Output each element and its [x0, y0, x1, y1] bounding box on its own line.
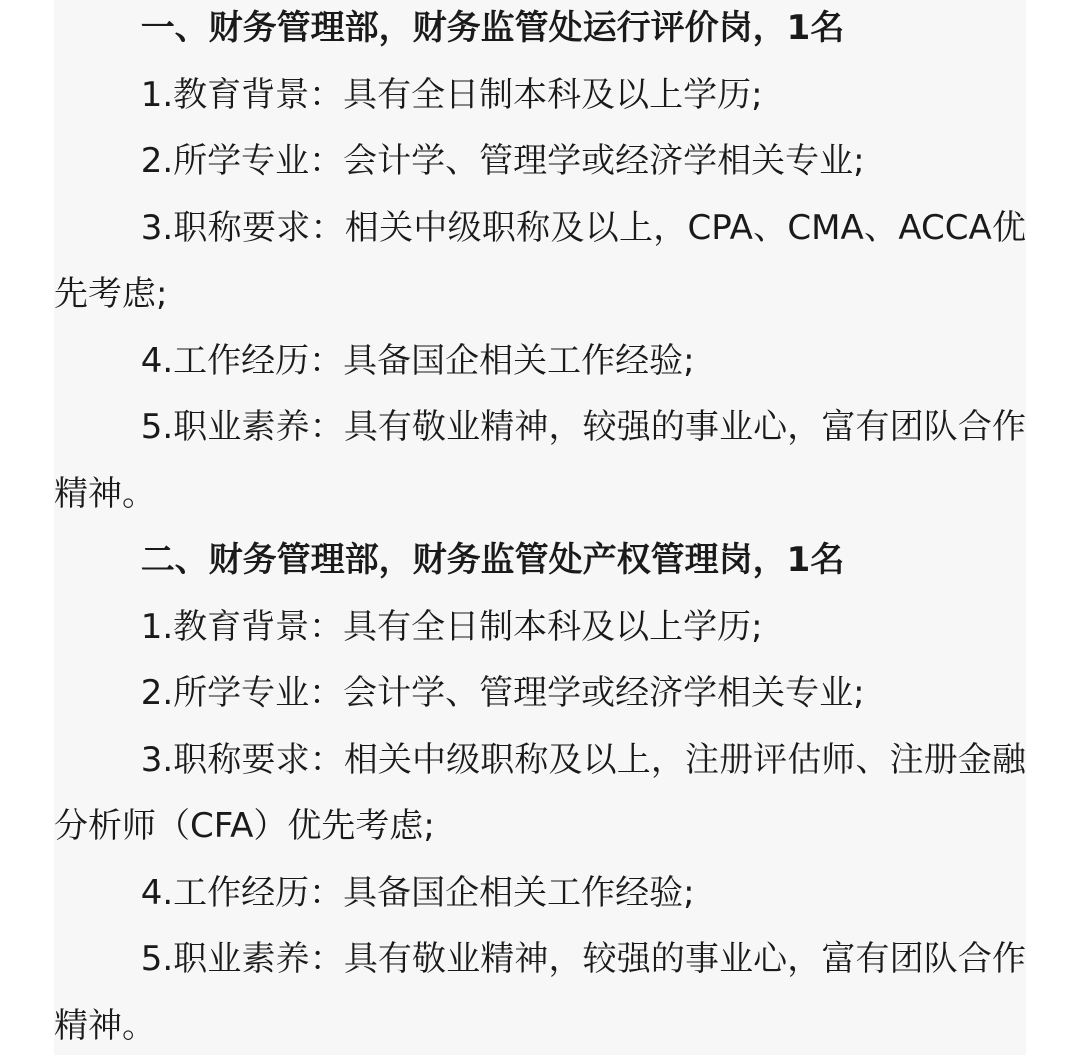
requirement-item: 3.职称要求：相关中级职称及以上，CPA、CMA、ACCA优先考虑; [54, 207, 1026, 314]
requirement-item: 3.职称要求：相关中级职称及以上，注册评估师、注册金融分析师（CFA）优先考虑; [54, 739, 1026, 846]
document-body [54, 0, 1026, 1059]
section-heading: 二、财务管理部，财务监管处产权管理岗，1名 [140, 540, 845, 580]
requirement-item: 1.教育背景：具有全日制本科及以上学历; [140, 606, 763, 647]
requirement-item: 2.所学专业：会计学、管理学或经济学相关专业; [140, 673, 865, 713]
requirement-item: 1.教育背景：具有全日制本科及以上学历; [140, 74, 763, 115]
section-heading: 一、财务管理部，财务监管处运行评价岗，1名 [140, 8, 845, 48]
requirement-item: 4.工作经历：具备国企相关工作经验; [140, 872, 695, 913]
requirement-item: 2.所学专业：会计学、管理学或经济学相关专业; [140, 141, 865, 181]
requirement-item: 5.职业素养：具有敬业精神，较强的事业心，富有团队合作精神。 [54, 939, 1026, 1046]
requirement-item: 4.工作经历：具备国企相关工作经验; [140, 340, 695, 381]
requirement-item: 5.职业素养：具有敬业精神，较强的事业心，富有团队合作精神。 [54, 407, 1026, 514]
